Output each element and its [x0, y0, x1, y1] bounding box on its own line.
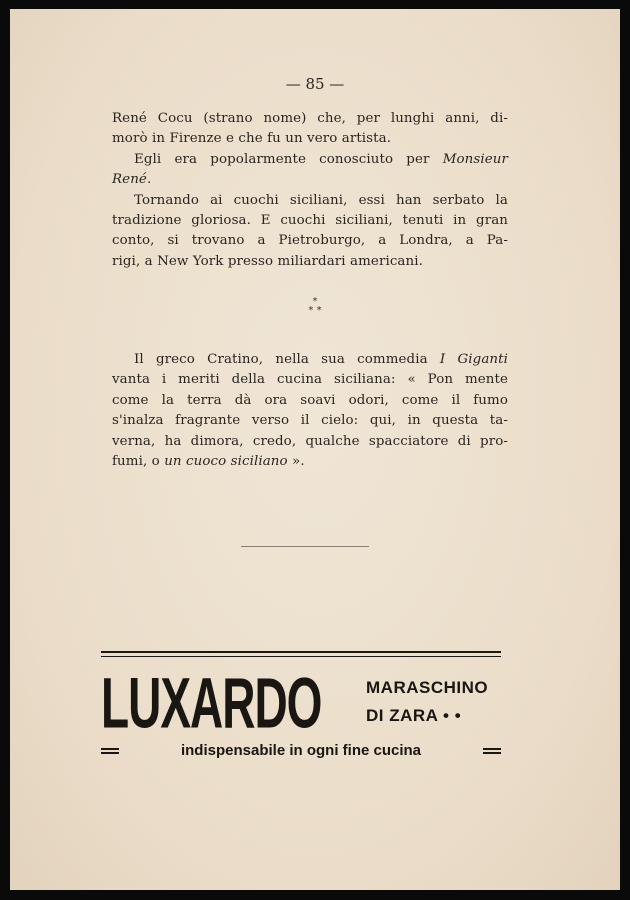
text-block-bottom: [112, 350, 508, 472]
double-rule-left: [101, 748, 119, 754]
text-block-top: [112, 109, 508, 272]
text-span: fumi, o: [112, 454, 165, 470]
italic-text: Monsieur: [442, 151, 508, 167]
text-line: [112, 452, 508, 472]
text-line: Tornando ai cuochi siciliani, essi han serbato la: [134, 192, 508, 208]
text-line: tradizione gloriosa. E cuochi siciliani, tenuti in gran: [112, 213, 508, 229]
text-span: .: [146, 172, 152, 188]
text-span: Il greco Cratino, nella sua commedia: [134, 352, 440, 367]
text-line: morò in Firenze e che fu un vero artista.: [112, 131, 392, 147]
text-line: verna, ha dimora, credo, qualche spacciatore di pro-: [112, 433, 508, 449]
asterism-separator: [10, 297, 620, 315]
text-span: ».: [287, 454, 305, 470]
ad-tagline-row: [101, 742, 501, 759]
double-rule-right: [483, 748, 501, 754]
text-line: come la terra dà ora soavi odori, come il fumo: [112, 392, 508, 408]
paragraph-cuochi-siciliani: [112, 191, 508, 211]
ad-product-line1: MARASCHINO: [366, 678, 489, 697]
text-line: [112, 350, 508, 370]
page-number: — 85 —: [285, 75, 345, 93]
italic-text: René: [112, 172, 147, 188]
paragraph-cratino-cont: [112, 370, 508, 472]
paragraph-rene-cocu: [112, 109, 508, 150]
paragraph-monsieur-rene: [112, 150, 508, 170]
text-span: Egli era popolarmente conosciuto per: [134, 151, 443, 167]
ad-rule-top: [101, 651, 501, 653]
text-line: conto, si trovano a Pietroburgo, a Londra, a Pa-: [112, 233, 508, 249]
paragraph-cratino: [112, 350, 508, 370]
text-line: René Cocu (strano nome) che, per lunghi anni, di-: [112, 111, 508, 126]
ad-tagline: indispensabile in ogni fine cucina: [180, 742, 422, 759]
ad-product-line2: DI ZARA • •: [366, 706, 462, 725]
asterism-top: *: [312, 296, 318, 307]
book-page: [10, 9, 620, 890]
section-divider: [241, 546, 369, 547]
italic-text: un cuoco siciliano: [164, 454, 288, 470]
italic-text: I Giganti: [439, 352, 508, 367]
asterism-bottom: * *: [308, 305, 322, 316]
ad-brand-name: LUXARDO: [101, 662, 322, 743]
text-line: vanta i meriti della cucina siciliana: « Pon mente: [112, 372, 508, 388]
text-line: rigi, a New York presso miliardari americani.: [112, 253, 423, 269]
text-line: [112, 150, 508, 170]
paragraph-cuochi-siciliani-cont: [112, 211, 508, 272]
paragraph-monsieur-rene-cont: [112, 170, 508, 190]
ad-rule-top-thin: [101, 656, 501, 657]
text-line: s'inalza fragrante verso il cielo: qui, in questa ta-: [112, 413, 508, 429]
text-line: [112, 170, 508, 190]
